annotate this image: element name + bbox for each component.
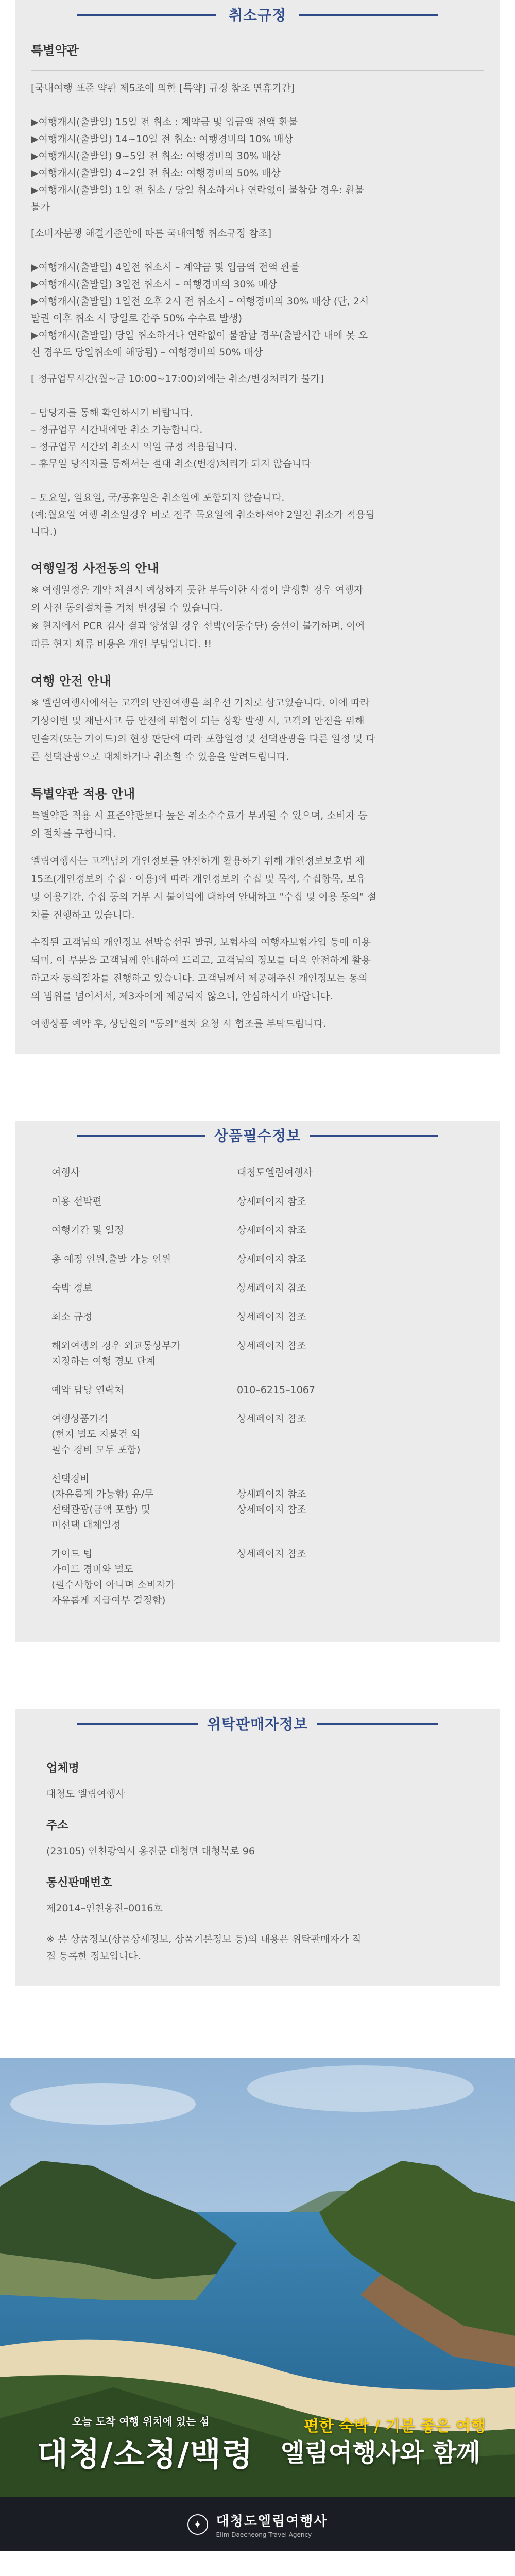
table-row bbox=[46, 1411, 500, 1458]
text-line: ▶여행개시(출발일) 4일전 취소시 – 계약금 및 입금액 전액 환불 bbox=[31, 262, 300, 273]
address-value: (23105) 인천광역시 옹진군 대청면 대청북로 96 bbox=[46, 1845, 255, 1857]
text-line: 엘림여행사는 고객님의 개인정보를 안전하게 활용하기 위해 개인정보보호법 제 bbox=[31, 855, 365, 867]
text-line: 하고자 동의절차를 진행하고 있습니다. 고객님께서 제공해주신 개인정보는 동의 bbox=[31, 973, 368, 984]
text-line: ▶여행개시(출발일) 9~5일 전 취소: 여행경비의 30% 배상 bbox=[31, 150, 281, 162]
text-line: 특별약관 적용 시 표준약관보다 높은 취소수수료가 부과될 수 있으며, 소비자 동 bbox=[31, 810, 368, 821]
row-value: 대청도엘림여행사 bbox=[237, 1167, 313, 1178]
banner-left-subtitle: 오늘 도착 여행 위치에 있는 섬 bbox=[72, 2415, 210, 2428]
row-value: 상세페이지 참조 bbox=[237, 1225, 306, 1236]
table-row bbox=[46, 1309, 500, 1325]
table-row bbox=[46, 1165, 500, 1180]
text-line: – 정규업무 시간외 취소시 익일 규정 적용됩니다. bbox=[31, 441, 237, 452]
table-row bbox=[46, 1382, 500, 1398]
banner-right-subtitle: 편한 숙박 / 기분 좋은 여행 bbox=[304, 2417, 486, 2435]
text-line: ▶여행개시(출발일) 1일 전 취소 / 당일 취소하거나 연락없이 불참할 경우: 환불 bbox=[31, 184, 364, 196]
text-line: [국내여행 표준 약관 제5조에 의한 [특약] 규정 참조 연휴기간] bbox=[31, 82, 295, 94]
license-value: 제2014–인천옹진–0016호 bbox=[46, 1903, 163, 1914]
section-title: 위탁판매자정보 bbox=[198, 1713, 317, 1734]
text-line: 의 절차를 구합니다. bbox=[31, 828, 116, 839]
company-label: 업체명 bbox=[46, 1762, 79, 1775]
text-line: – 담당자를 통해 확인하시기 바랍니다. bbox=[31, 407, 194, 418]
table-row bbox=[46, 1194, 500, 1209]
row-value: 상세페이지 참조 bbox=[237, 1282, 306, 1294]
table-row bbox=[46, 1280, 500, 1296]
text-line: ※ 엘림여행사에서는 고객의 안전여행을 최우선 가치로 삼고있습니다. 이에 따라 bbox=[31, 697, 370, 708]
island-landscape-image bbox=[0, 2058, 515, 2551]
company-value: 대청도 엘림여행사 bbox=[46, 1788, 125, 1800]
row-value: 상세페이지 참조 상세페이지 참조 bbox=[237, 1488, 306, 1515]
row-label: 최소 규정 bbox=[52, 1311, 93, 1323]
text-line: 니다.) bbox=[31, 526, 57, 537]
text-line: ▶여행개시(출발일) 14~10일 전 취소: 여행경비의 10% 배상 bbox=[31, 133, 293, 145]
divider bbox=[31, 70, 484, 71]
text-line: 따른 현지 체류 비용은 개인 부담입니다. !! bbox=[31, 638, 212, 650]
text-line: 른 선택관광으로 대체하거나 취소할 수 있음을 알려드립니다. bbox=[31, 751, 289, 762]
logo-name: 대청도엘림여행사 bbox=[216, 2513, 328, 2529]
header-rule-right bbox=[299, 1135, 438, 1137]
header-rule-left bbox=[77, 1723, 216, 1725]
row-value: 상세페이지 참조 bbox=[237, 1413, 306, 1425]
text-line: 불가 bbox=[31, 201, 50, 213]
text-line bbox=[31, 97, 484, 114]
row-label: 이용 선박편 bbox=[52, 1196, 102, 1207]
table-row bbox=[46, 1471, 500, 1533]
special-terms-title: 특별약관 bbox=[31, 43, 79, 58]
address-label: 주소 bbox=[46, 1819, 68, 1832]
text-line: 발권 이후 취소 시 당일로 간주 50% 수수료 발생) bbox=[31, 313, 242, 324]
text-line: 의 사전 동의절차를 거쳐 변경될 수 있습니다. bbox=[31, 602, 223, 614]
banner-right-title: 엘림여행사와 함께 bbox=[281, 2438, 480, 2467]
banner-left-title: 대청/소청/백령 bbox=[37, 2435, 254, 2473]
logo-subtitle: Elim Daecheong Travel Agency bbox=[216, 2531, 312, 2538]
privacy-text-1 bbox=[31, 852, 484, 924]
row-value: 010–6215–1067 bbox=[237, 1384, 315, 1396]
text-line: [소비자분쟁 해결기준안에 따른 국내여행 취소규정 참조] bbox=[31, 228, 272, 239]
cancellation-policy-section bbox=[15, 0, 500, 1054]
prior-consent-title: 여행일정 사전동의 안내 bbox=[31, 561, 159, 575]
header-rule-right bbox=[299, 1723, 438, 1725]
text-line: – 토요일, 일요일, 국/공휴일은 취소일에 포함되지 않습니다. bbox=[31, 492, 285, 503]
text-line: 접 등록한 정보입니다. bbox=[46, 1951, 141, 1962]
license-label: 통신판매번호 bbox=[46, 1876, 112, 1889]
header-rule-left bbox=[77, 14, 216, 16]
header-rule-right bbox=[299, 14, 438, 16]
section-header bbox=[15, 1121, 500, 1149]
row-value: 상세페이지 참조 bbox=[237, 1253, 306, 1265]
text-line bbox=[31, 387, 484, 404]
row-value: 상세페이지 참조 bbox=[237, 1311, 306, 1323]
consumer-dispute-block bbox=[31, 225, 484, 361]
text-line: 수집된 고객님의 개인정보 선박승선권 발권, 보험사의 여행자보험가입 등에 이용 bbox=[31, 937, 371, 948]
privacy-text-2 bbox=[31, 934, 484, 1006]
seller-note bbox=[46, 1931, 469, 1965]
row-label: 총 예정 인원,출발 가능 인원 bbox=[52, 1253, 171, 1265]
section-header bbox=[15, 0, 500, 29]
section-title: 상품필수정보 bbox=[205, 1125, 310, 1145]
text-line: [ 정규업무시간(월~금 10:00~17:00)외에는 취소/변경처리가 불가] bbox=[31, 373, 324, 384]
text-line: – 휴무일 당직자를 통해서는 절대 취소(변경)처리가 되지 않습니다 bbox=[31, 458, 311, 469]
logo-icon: ✦ bbox=[187, 2514, 208, 2535]
text-line bbox=[31, 472, 484, 489]
closing-text: 여행상품 예약 후, 상담원의 "동의"절차 요청 시 협조를 부탁드립니다. bbox=[31, 1018, 327, 1029]
row-value: 상세페이지 참조 bbox=[237, 1196, 306, 1207]
text-line: ▶여행개시(출발일) 1일전 오후 2시 전 취소시 – 여행경비의 30% 배상 (단, 2시 bbox=[31, 296, 369, 307]
text-line: 및 이용기간, 수집 동의 거부 시 불이익에 대하여 안내하고 "수집 및 이용 동의" 절 bbox=[31, 891, 377, 903]
text-line: 신 경우도 당일취소에 해당됨) – 여행경비의 50% 배상 bbox=[31, 347, 263, 358]
row-label: 숙박 정보 bbox=[52, 1282, 93, 1294]
row-value: 상세페이지 참조 bbox=[237, 1340, 306, 1351]
table-row bbox=[46, 1338, 500, 1369]
banner-footer bbox=[0, 2497, 515, 2551]
text-line: ※ 여행일정은 계약 체결시 예상하지 못한 부득이한 사정이 발생할 경우 여행자 bbox=[31, 584, 364, 596]
text-line: 차를 진행하고 있습니다. bbox=[31, 909, 135, 921]
row-label: 해외여행의 경우 외교통상부가 지정하는 여행 경보 단계 bbox=[52, 1340, 181, 1367]
table-row bbox=[46, 1223, 500, 1238]
product-info-table bbox=[46, 1165, 500, 1608]
text-line bbox=[31, 242, 484, 259]
safety-text bbox=[31, 694, 484, 766]
product-info-section bbox=[15, 1121, 500, 1642]
row-label: 여행사 bbox=[52, 1167, 80, 1178]
standard-terms-block bbox=[31, 80, 484, 216]
text-line: 기상이변 및 재난사고 등 안전에 위협이 되는 상황 발생 시, 고객의 안전을 위해 bbox=[31, 715, 365, 726]
row-label: 선택경비 (자유롭게 가능함) 유/무 선택관광(금액 포함) 및 미선택 대체일정 bbox=[52, 1473, 154, 1531]
text-line: – 정규업무 시간내에만 취소 가능합니다. bbox=[31, 424, 203, 435]
text-line: ▶여행개시(출발일) 4~2일 전 취소: 여행경비의 50% 배상 bbox=[31, 167, 281, 179]
section-title: 취소규정 bbox=[219, 4, 296, 25]
text-line: ※ 본 상품정보(상품상세정보, 상품기본정보 등)의 내용은 위탁판매자가 직 bbox=[46, 1934, 362, 1945]
safety-title: 여행 안전 안내 bbox=[31, 674, 111, 688]
text-line: ▶여행개시(출발일) 당일 취소하거나 연락없이 불참할 경우(출발시간 내에 못 오 bbox=[31, 330, 368, 341]
row-value: 상세페이지 참조 bbox=[237, 1548, 306, 1560]
text-line: 의 범위를 넘어서서, 제3자에게 제공되지 않으니, 안심하시기 바랍니다. bbox=[31, 991, 333, 1002]
text-line: ※ 현지에서 PCR 검사 결과 양성일 경우 선박(이동수단) 승선이 불가하며, 이에 bbox=[31, 620, 366, 632]
header-rule-left bbox=[77, 1135, 216, 1137]
apply-text bbox=[31, 807, 484, 843]
text-line: 되며, 이 부분을 고객님께 안내하여 드리고, 고객님의 정보를 더욱 안전하게 활용 bbox=[31, 955, 371, 966]
table-row bbox=[46, 1251, 500, 1267]
business-hours-block bbox=[31, 370, 484, 540]
row-label: 여행기간 및 일정 bbox=[52, 1225, 124, 1236]
text-line: (예:월요일 여행 취소일경우 바로 전주 목요일에 취소하셔야 2일전 취소가 적용됩 bbox=[31, 509, 375, 520]
text-line: ▶여행개시(출발일) 3일전 취소시 – 여행경비의 30% 배상 bbox=[31, 279, 278, 290]
table-row bbox=[46, 1546, 500, 1608]
seller-info-section bbox=[15, 1709, 500, 1986]
text-line: 인솔자(또는 가이드)의 현장 판단에 따라 포함일정 및 선택관광을 다른 일정 및 다 bbox=[31, 733, 375, 744]
row-label: 가이드 팁 가이드 경비와 별도 (필수사항이 아니며 소비자가 자유롭게 지급여부 결정함) bbox=[52, 1548, 175, 1606]
section-header bbox=[15, 1709, 500, 1738]
promo-banner bbox=[0, 2058, 515, 2551]
apply-title: 특별약관 적용 안내 bbox=[31, 787, 135, 801]
row-label: 예약 담당 연락처 bbox=[52, 1384, 124, 1396]
text-line: ▶여행개시(출발일) 15일 전 취소 : 계약금 및 입금액 전액 환불 bbox=[31, 116, 298, 128]
row-label: 여행상품가격 (현지 별도 지불건 외 필수 경비 모두 포함) bbox=[52, 1413, 141, 1455]
prior-consent-text bbox=[31, 581, 484, 653]
text-line: 15조(개인정보의 수집 · 이용)에 따라 개인정보의 수집 및 목적, 수집항목, 보유 bbox=[31, 873, 366, 885]
